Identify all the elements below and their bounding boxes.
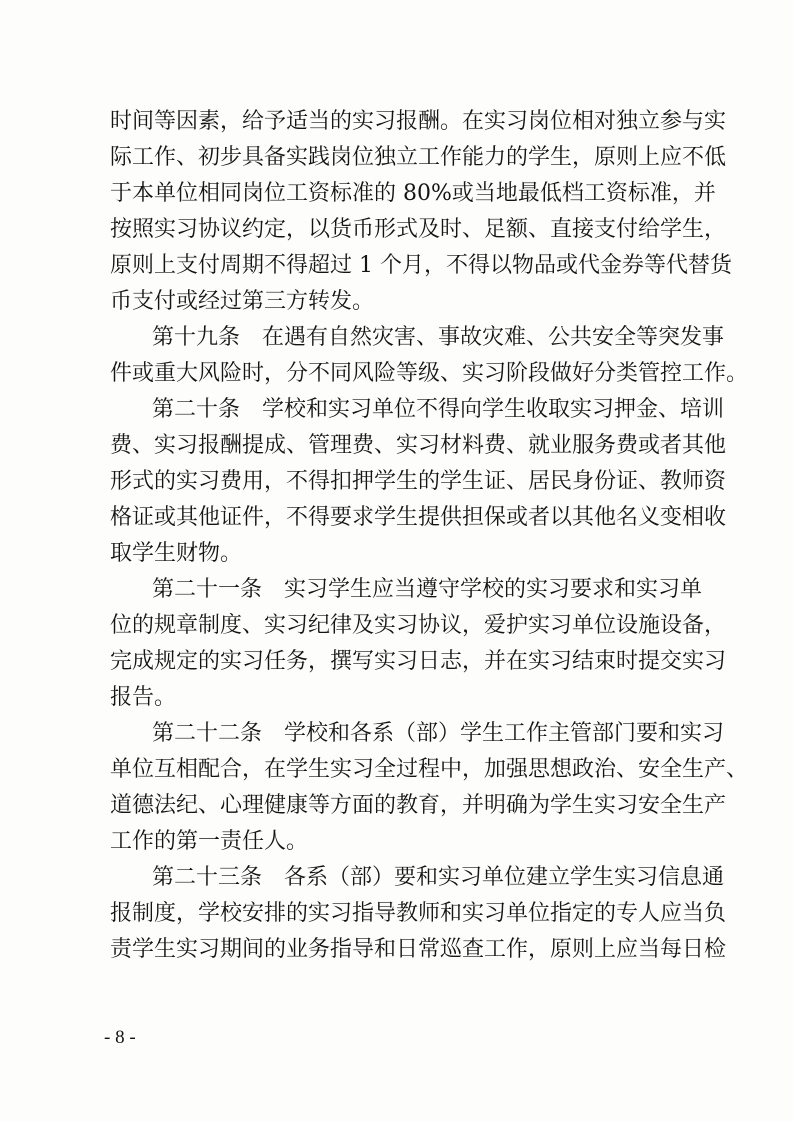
article-21-start: 第二十一条 实习学生应当遵守学校的实习要求和实习单 <box>152 577 703 602</box>
body-text-line: 时间等因素，给予适当的实习报酬。在实习岗位相对独立参与实 <box>110 109 727 134</box>
article-19-start: 第十九条 在遇有自然灾害、事故灾难、公共安全等突发事 <box>152 325 725 350</box>
page-number: - 8 - <box>104 1027 136 1048</box>
body-text-line: 件或重大风险时，分不同风险等级、实习阶段做好分类管控工作。 <box>110 361 749 386</box>
body-text-line: 报告。 <box>110 685 177 710</box>
article-22-start: 第二十二条 学校和各系（部）学生工作主管部门要和实习 <box>152 721 725 746</box>
body-text-line: 币支付或经过第三方转发。 <box>110 289 375 314</box>
body-text-line: 单位互相配合，在学生实习全过程中，加强思想政治、安全生产、 <box>110 757 749 782</box>
body-text-line: 位的规章制度、实习纪律及实习协议，爱护实习单位设施设备， <box>110 613 727 638</box>
article-20-start: 第二十条 学校和实习单位不得向学生收取实习押金、培训 <box>152 397 725 422</box>
body-text-line: 完成规定的实习任务，撰写实习日志，并在实习结束时提交实习 <box>110 649 727 674</box>
body-text-line: 报制度，学校安排的实习指导教师和实习单位指定的专人应当负 <box>110 901 727 926</box>
body-text-line: 费、实习报酬提成、管理费、实习材料费、就业服务费或者其他 <box>110 433 727 458</box>
body-text-line: 工作的第一责任人。 <box>110 829 309 854</box>
body-text-line: 形式的实习费用，不得扣押学生的学生证、居民身份证、教师资 <box>110 469 727 494</box>
article-23-start: 第二十三条 各系（部）要和实习单位建立学生实习信息通 <box>152 865 725 890</box>
body-text-line: 道德法纪、心理健康等方面的教育，并明确为学生实习安全生产 <box>110 793 727 818</box>
body-text-line: 原则上支付周期不得超过 1 个月，不得以物品或代金券等代替货 <box>110 253 732 278</box>
body-text-line: 责学生实习期间的业务指导和日常巡查工作，原则上应当每日检 <box>110 937 727 962</box>
body-text-line: 于本单位相同岗位工资标准的 80%或当地最低档工资标准，并 <box>110 181 716 206</box>
body-text-line: 格证或其他证件，不得要求学生提供担保或者以其他名义变相收 <box>110 505 727 530</box>
body-text-line: 按照实习协议约定，以货币形式及时、足额、直接支付给学生， <box>110 217 727 242</box>
body-text-line: 际工作、初步具备实践岗位独立工作能力的学生，原则上应不低 <box>110 145 727 170</box>
body-text-line: 取学生财物。 <box>110 541 243 566</box>
